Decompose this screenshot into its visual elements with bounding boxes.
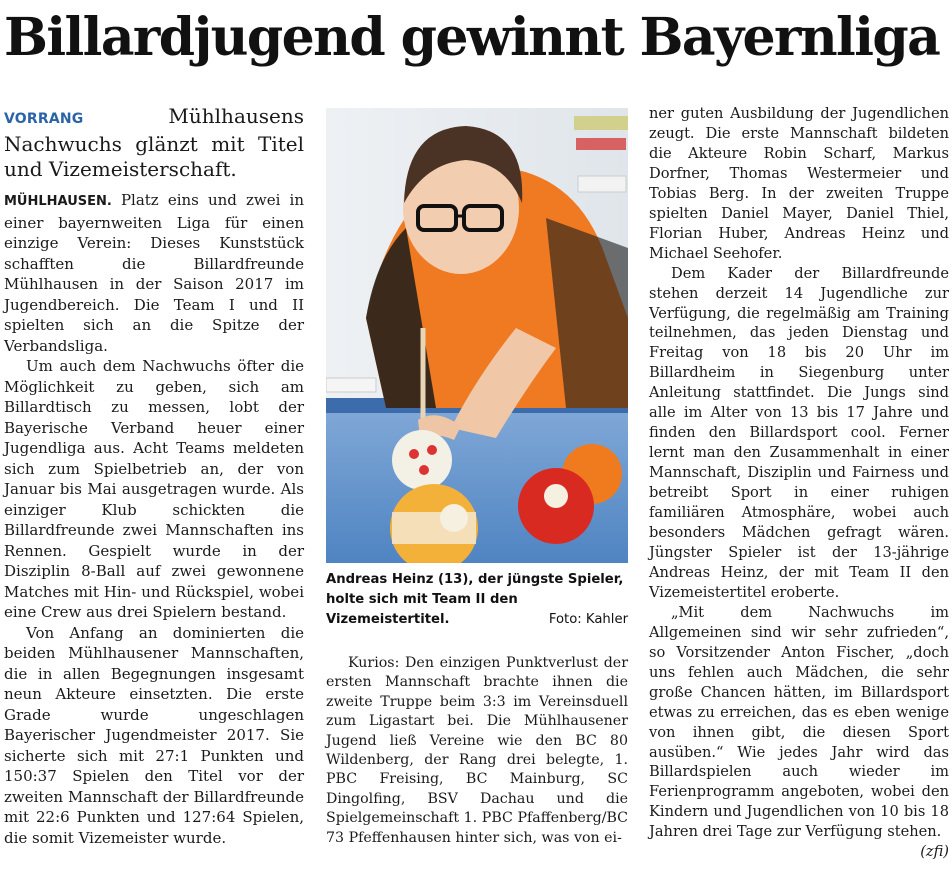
author-signature: (zfi) <box>920 843 949 861</box>
headline: Billardjugend gewinnt Bayernliga <box>4 7 940 68</box>
paragraph <box>649 603 949 861</box>
deck-text: Mühlhausens Nachwuchs glänzt mit Titel und Vizemeisterschaft. <box>4 104 304 181</box>
column-3 <box>649 104 949 862</box>
paragraph: ner guten Ausbildung der Jugendlichen zeugt. Die erste Mannschaft bildeten die Akteure Robin Scharf, Markus Dorfner, Thomas Westermeier und Tobias Berg. In der zweiten Truppe spielten Daniel Mayer, Daniel Thiel, Florian Huber, Andreas Heinz und Michael Seehofer. <box>649 105 949 262</box>
dateline: MÜHLHAUSEN. <box>4 194 112 209</box>
paragraph: Von Anfang an dominierten die beiden Mühlhausener Mannschaften, die in allen Begegnungen insgesamt neun Akteure einsetzten. Die erste Grade wurde ungeschlagen Bayerischer Jugendmeister 2017. Sie sicherte sich mit 27:1 Punkten und 150:37 Spielen den Titel vor der zweiten Mannschaft der Billardfreunde mit 22:6 Punkten und 127:64 Spielen, die somit Vizemeister wurde. <box>4 623 304 847</box>
deck <box>4 104 304 182</box>
paragraph: Kurios: Den einzigen Punktverlust der ersten Mannschaft brachte ihnen die zweite Truppe beim 3:3 im Vereinsduell zum Ligastart bei. Die Mühlhausener Jugend ließ Vereine wie den BC 80 Wildenberg, der Rang drei belegte, 1. PBC Freising, BC Mainburg, SC Dingolfing, BSV Dachau und die Spielgemeinschaft 1. PBC Pfaffenberg/BC 73 Pfeffenhausen hinter sich, was von ei- <box>326 655 628 846</box>
paragraph-text: „Mit dem Nachwuchs im Allgemeinen sind wir sehr zufrieden“, so Vorsitzender Anton Fischer, „doch uns fehlen auch Mädchen, die sehr große Chancen hätten, im Billardsport etwas zu erreichen, das es eben wenige von ihnen gibt, die diesen Sport ausüben.“ Wie jedes Jahr wird das Billardspielen auch wieder im Ferienprogramm angeboten, wobei den Kindern und Jugendlichen von 10 bis 18 Jahren drei Tage zur Verfügung stehen. <box>649 603 949 841</box>
photo-billiard-player <box>326 108 628 563</box>
photo-credit: Foto: Kahler <box>548 612 628 627</box>
photo-caption <box>326 570 628 630</box>
paragraph: Um auch dem Nachwuchs öfter die Möglichkeit zu geben, sich am Billardtisch zu messen, lobt der Bayerische Verband heuer einer Jugendliga aus. Acht Teams meldeten sich zum Spielbetrieb an, der von Januar bis Mai ausgetragen wurde. Als einziger Klub schickten die Billardfreunde zwei Mannschaften ins Rennen. Gespielt wurde in der Disziplin 8-Ball auf zwei gewonnene Matches mit Hin- und Rückspiel, wobei eine Crew aus drei Spielern bestand. <box>4 357 304 621</box>
paragraph-text: Platz eins und zwei in einer bayernweiten Liga für einen einzige Verein: Dieses Kunststück schafften die Billardfreunde Mühlhausen in der Saison 2017 im Jugendbereich. Die Team I und II spielten sich an die Spitze der Verbandsliga. <box>4 191 304 355</box>
caption-text: Andreas Heinz (13), der jüngste Spieler, holte sich mit Team II den Vizemeistertitel. <box>326 572 624 627</box>
photo-illustration <box>326 108 628 563</box>
kicker: VORRANG <box>4 111 84 127</box>
column-1 <box>4 104 304 848</box>
column-2 <box>326 654 628 848</box>
paragraph <box>4 190 304 356</box>
paragraph: Dem Kader der Billardfreunde stehen derzeit 14 Jugendliche zur Verfügung, die regelmäßig am Training teilnehmen, das jeden Dienstag und Freitag von 18 bis 20 Uhr im Billardheim in Siegenburg unter Anleitung stattfindet. Die Jungs sind alle im Alter von 13 bis 17 Jahre und finden den Billardsport cool. Ferner lernt man den Zusammenhalt in einer Mannschaft, Disziplin und Fairness und betreibt Sport in einer ruhigen familiären Atmosphäre, wobei auch besonders Mädchen gefragt wären. Jüngster Spieler ist der 13-jährige Andreas Heinz, der mit Team II den Vizemeistertitel eroberte. <box>649 264 949 601</box>
